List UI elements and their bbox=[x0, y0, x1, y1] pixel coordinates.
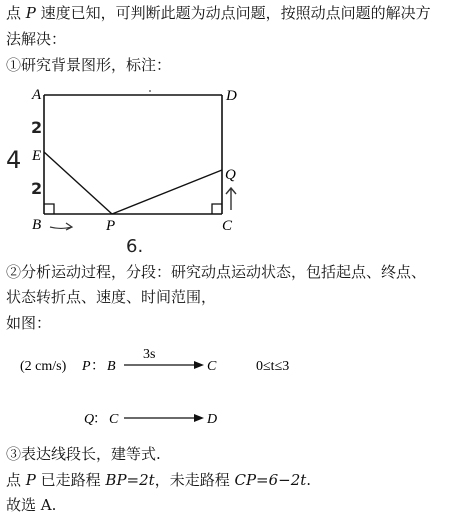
label-c: C bbox=[222, 218, 233, 234]
arrow-up-icon bbox=[226, 188, 236, 210]
segment-pq bbox=[112, 170, 222, 214]
intro-line-1 bbox=[6, 3, 431, 23]
q-end: D bbox=[207, 412, 218, 427]
step3-result bbox=[6, 470, 311, 490]
result-text: ，未走路程 bbox=[154, 471, 235, 489]
time-label: 3s bbox=[143, 347, 156, 362]
result-text: . bbox=[306, 471, 312, 489]
label-a: A bbox=[32, 87, 42, 103]
mark-dot bbox=[149, 90, 151, 92]
p-label: P bbox=[82, 359, 91, 374]
label-e: E bbox=[32, 148, 42, 164]
cp-expression: CP=6−2t bbox=[234, 471, 307, 489]
rectangle-figure bbox=[0, 78, 300, 258]
hand-label-4: 4 bbox=[6, 146, 22, 174]
step2-line-3: 如图： bbox=[6, 314, 52, 332]
q-colon: ： bbox=[93, 412, 107, 427]
answer-line: 故选 A. bbox=[6, 496, 57, 514]
step3-title: ③表达线段长，建等式. bbox=[6, 445, 161, 463]
p-start: B bbox=[107, 359, 116, 374]
bp-expression: BP=2t bbox=[105, 471, 155, 489]
hand-label-2-upper: 2 bbox=[31, 118, 43, 137]
speed-label: (2 cm/s) bbox=[20, 359, 67, 374]
intro-text: 速度已知，可判断此题为动点问题，按照动点问题的解决方 bbox=[35, 4, 431, 22]
step2-line-1: ②分析运动过程，分段：研究动点运动状态，包括起点、终点、 bbox=[6, 263, 427, 281]
hand-label-2-lower: 2 bbox=[31, 179, 43, 198]
p-colon: ： bbox=[91, 359, 105, 374]
time-range: 0≤t≤3 bbox=[256, 359, 290, 374]
q-start: C bbox=[109, 412, 119, 427]
p-end: C bbox=[207, 359, 217, 374]
right-angle-c bbox=[212, 204, 222, 214]
label-p: P bbox=[106, 218, 116, 234]
label-d: D bbox=[226, 88, 237, 104]
var-p: P bbox=[25, 471, 36, 489]
hand-label-6: 6. bbox=[126, 236, 144, 257]
label-q: Q bbox=[225, 167, 236, 183]
arrow-right-icon bbox=[50, 223, 72, 230]
p-arrow-head-icon bbox=[194, 361, 204, 369]
result-text: 已走路程 bbox=[35, 471, 106, 489]
q-arrow-head-icon bbox=[194, 414, 204, 422]
label-b: B bbox=[32, 217, 42, 233]
right-angle-b bbox=[44, 204, 54, 214]
motion-diagram bbox=[0, 340, 340, 440]
result-text: 点 bbox=[6, 471, 26, 489]
var-p: P bbox=[25, 4, 36, 22]
q-label: Q bbox=[84, 412, 95, 427]
intro-line-2: 法解决： bbox=[6, 30, 67, 48]
intro-text: 点 bbox=[6, 4, 26, 22]
step1-heading: ①研究背景图形，标注： bbox=[6, 56, 172, 74]
step2-line-2: 状态转折点、速度、时间范围， bbox=[6, 288, 217, 306]
